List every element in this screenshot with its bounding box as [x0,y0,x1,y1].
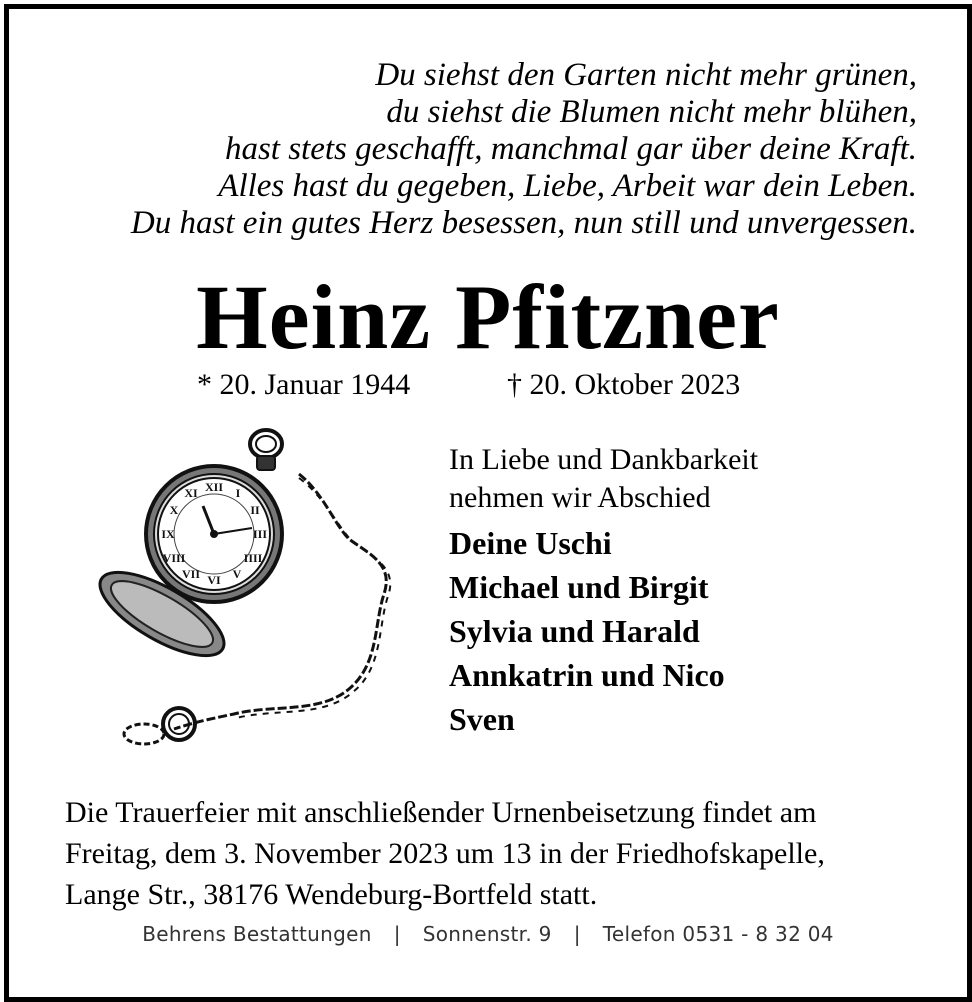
numeral-3: III [252,526,268,541]
funeral-home-phone: Telefon 0531 - 8 32 04 [602,922,834,946]
funeral-line: Die Trauerfeier mit anschließender Urnenbeisetzung findet am [65,796,817,829]
poem-line: Du siehst den Garten nicht mehr grünen, [375,57,917,93]
funeral-line: Lange Str., 38176 Wendeburg-Bortfeld statt. [65,878,598,911]
birth-date: * 20. Januar 1944 [197,368,411,401]
poem [37,57,917,242]
numeral-7: VII [181,566,201,581]
numeral-5: V [232,566,242,581]
funeral-notice [65,792,825,915]
mourner-name: Deine Uschi [449,525,612,561]
poem-line: du siehst die Blumen nicht mehr blühen, [386,94,917,130]
numeral-9: IX [161,526,175,541]
poem-line: hast stets geschafft, manchmal gar über deine Kraft. [224,131,917,167]
funeral-line: Freitag, dem 3. November 2023 um 13 in der Friedhofskapelle, [65,837,825,870]
numeral-2: II [250,502,260,517]
death-date: † 20. Oktober 2023 [507,368,741,401]
deceased-name: Heinz Pfitzner [196,266,780,368]
numeral-8: VIII [162,550,186,565]
numeral-6: VI [207,572,221,587]
numeral-11: XI [184,485,198,500]
obituary-frame [4,4,972,1002]
footer-separator: | [393,922,401,946]
mourner-name: Michael und Birgit [449,569,709,605]
footer-separator: | [573,922,581,946]
numeral-12: XII [204,479,224,494]
poem-line: Du hast ein gutes Herz besessen, nun still und unvergessen. [130,205,917,241]
funeral-home-address: Sonnenstr. 9 [422,922,552,946]
pocket-watch-icon [94,424,404,764]
mourner-name: Sylvia und Harald [449,613,700,649]
funeral-home-name: Behrens Bestattungen [142,922,372,946]
numeral-10: X [169,502,179,517]
numeral-1: I [235,485,241,500]
poem-line: Alles hast du gegeben, Liebe, Arbeit war dein Leben. [218,168,917,204]
mourners [449,441,758,741]
mourners-intro: In Liebe und Dankbarkeit [449,443,759,476]
numeral-4: IIII [243,550,263,565]
mourners-intro: nehmen wir Abschied [449,481,711,514]
mourner-name: Annkatrin und Nico [449,657,725,693]
mourner-name: Sven [449,701,515,737]
funeral-home-footer [9,922,967,946]
